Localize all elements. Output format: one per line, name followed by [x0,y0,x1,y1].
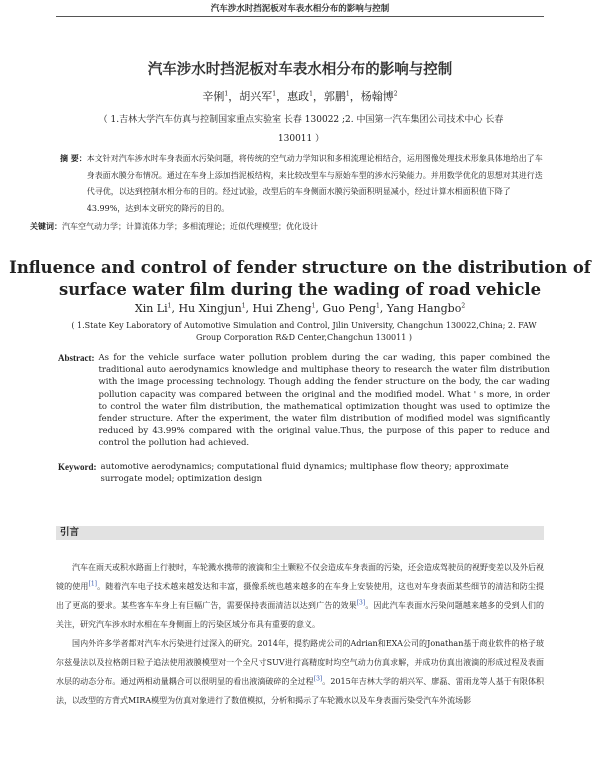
chinese-abstract [60,151,548,217]
en-author-name: Yang Hangbo [386,302,462,315]
paragraph-text: 国内外许多学者都对汽车水污染进行过深入的研究。2014年，提豹路虎公司的Adrian和EXA公司的Jonathan基于商业软件的格子玻尔兹曼法以及拉格朗日粒子追法使用液膜模型对一个全尺寸SUV进行高精度时均空气动力仿真求解，并成功仿真出液滴的形成过程及表面水层的动态分布。通过两相动量耦合可以很明显的看出液滴破碎的全过程 [56,639,544,686]
english-affiliation: ( 1.State Key Laboratory of Automotive Simulation and Control, Jilin University, Changchun 130022,China; 2. FAW Group Corporation R&D Center,Changchun 130011 ) [71,321,537,342]
citation-link[interactable]: [1] [88,580,98,588]
cn-author-name: 杨翰博 [360,90,394,103]
english-abstract-label: Abstract: [58,353,95,363]
cn-author-affil-mark: 1 [345,90,350,98]
cn-author-affil-mark: 1 [272,90,277,98]
running-header: 汽车涉水时挡泥板对车表水相分布的影响与控制 [210,4,390,14]
en-author-name: Guo Peng [322,302,376,315]
cn-author-affil-mark: 1 [309,90,313,98]
chinese-title: 汽车涉水时挡泥板对车表水相分布的影响与控制 [147,62,453,78]
english-title: Influence and control of fender structure on the distribution of surface water film during the wading of road vehicle [9,258,591,299]
cn-author-affil-mark: 1 [224,90,229,98]
english-authors: Xin Li$^1$, Hu Xingjun$^1$, Hui Zheng$^1$, Guo Peng$^1$, Yang Hangbo$^2$ [134,302,466,315]
english-keywords-text: automotive aerodynamics; computational fluid dynamics; multiphase flow theory; approximate surrogate model; optimization design [100,462,509,485]
cn-author-name: 胡兴军 [239,90,273,103]
cn-author-affil-mark: 2 [393,90,398,98]
body-paragraph [56,558,544,634]
chinese-keywords-text: 汽车空气动力学；计算流体力学；多相流理论；近似代理模型；优化设计 [62,222,318,231]
citation-link[interactable]: [3] [313,675,323,683]
chinese-keywords [30,221,550,232]
paragraph-text: 汽车在雨天或积水路面上行驶时，车轮溅水携带的液滴和尘土颗粒不仅会造成车身表面的污染，还会造成驾驶员的视野变差以及外后视镜的使用 [56,563,544,591]
body-paragraph [56,634,544,710]
en-author-affil-mark: 1 [311,302,316,310]
en-author-affil-mark: 1 [241,302,246,310]
section-body [56,558,544,710]
en-author-affil-mark: 2 [461,302,466,310]
header-rule [56,16,544,17]
en-author-name: Xin Li [134,302,168,315]
english-abstract [58,352,550,450]
chinese-affiliation: （ 1.吉林大学汽车仿真与控制国家重点实验室 长春 130022 ;2. 中国第一汽车集团公司技术中心 长春 130011 ） [98,115,504,144]
en-author-affil-mark: 1 [375,302,380,310]
paragraph-text: 。2015年吉林大学的胡兴军、廖磊、雷雨龙等人基于有限体积法，以改型的方背式MIRA模型为仿真对象进行了数值模拟，分析和揭示了车轮溅水以及车身表面污染受汽车外流场影 [56,677,544,705]
en-author-name: Hui Zheng [252,302,312,315]
citation-link[interactable]: [3] [356,599,366,607]
chinese-abstract-label: 摘 要： [60,154,87,163]
english-keywords-label: Keyword: [58,462,97,472]
paragraph-text: 。因此汽车表面水污染问题越来越多的受到人们的关注，研究汽车涉水时水相在车身侧面上的污染区域分布具有重要的意义。 [56,601,544,629]
section-title: 引言 [60,527,80,538]
en-author-name: Hu Xingjun [178,302,242,315]
en-author-affil-mark: 1 [167,302,172,310]
paragraph-text: 。随着汽车电子技术越来越发达和丰富，摄像系统也越来越多的在车身上安装使用，这也对车身表面某些细节的清洁和防尘提出了更高的要求。某些客车车身上有巨幅广告，需要保持表面清洁以达到广告的效果 [56,582,545,610]
chinese-abstract-text: 本文针对汽车涉水时车身表面水污染问题，将传统的空气动力学知识和多相流理论相结合，运用图像处理技术形象具体地给出了车身表面水膜分布情况。通过在车身上添加挡泥板结构，来比较改型车与原始车型的涉水污染能力。并用数学优化的思想对其进行迭代寻优，以达到控制水相分布的目的。经过试验，改型后的车身侧面水膜污染面积明显减小，经过计算水相面积值下降了43.99%，达到本文研究的降污的目的。 [86,154,543,213]
cn-author-name: 辛俐 [202,90,225,103]
section-heading-bar [56,526,544,540]
english-keywords [58,461,550,485]
chinese-authors: 辛俐$^1$，胡兴军$^1$，惠政$^1$，郭鹏$^1$，杨翰博$^2$ [202,90,398,103]
cn-author-name: 惠政 [287,90,310,103]
cn-author-name: 郭鹏 [323,90,346,103]
english-abstract-text: As for the vehicle surface water pollution problem during the car wading, this paper combined the traditional auto aerodynamics knowledge and multiphase theory to research the water film distribution with the image processing technology. Though adding the fender structure on the body, the car wading pollution capacity was compared between the original and the modified model. What ' s more, in order to control the water film distribution, the mathematical optimization thought was used to optimize the fender structure. After the experiment, the water film distribution of modified model was significantly reduced by 43.99% compared with the original value.Thus, the purpose of this paper to reduce and control the pollution had achieved. [98,353,550,449]
chinese-keywords-label: 关键词： [30,222,62,231]
